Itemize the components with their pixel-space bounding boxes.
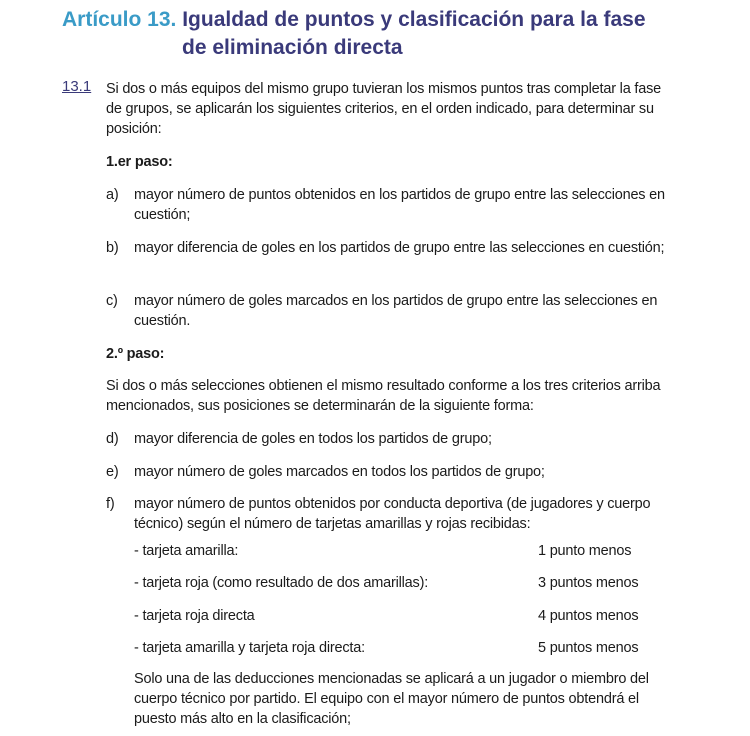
card-row bbox=[134, 606, 654, 626]
article-title-line1: Igualdad de puntos y clasificación para la fase bbox=[182, 8, 646, 31]
criterion-letter: e) bbox=[106, 464, 119, 480]
criterion-letter: d) bbox=[106, 431, 119, 447]
criterion-text: mayor número de puntos obtenidos en los partidos de grupo entre las selecciones en cuestión; bbox=[134, 187, 665, 223]
card-label: - tarjeta amarilla: bbox=[134, 543, 239, 559]
card-penalty: 1 punto menos bbox=[538, 543, 632, 559]
criterion-text: mayor diferencia de goles en los partidos de grupo entre las selecciones en cuestión; bbox=[134, 240, 665, 256]
criterion-c bbox=[106, 291, 666, 331]
article-title-line2: de eliminación directa bbox=[182, 36, 403, 59]
section-number: 13.1 bbox=[62, 78, 92, 95]
card-penalty: 4 puntos menos bbox=[538, 608, 639, 624]
criterion-text: mayor diferencia de goles en todos los partidos de grupo; bbox=[134, 431, 492, 447]
card-label: - tarjeta roja directa bbox=[134, 608, 255, 624]
criterion-text: mayor número de puntos obtenidos por conducta deportiva (de jugadores y cuerpo técnico) según el número de tarjetas amarillas y rojas recibidas: bbox=[134, 496, 651, 532]
criterion-text: mayor número de goles marcados en todos los partidos de grupo; bbox=[134, 464, 545, 480]
criterion-b bbox=[106, 238, 666, 258]
card-penalty: 3 puntos menos bbox=[538, 575, 639, 591]
card-row bbox=[134, 573, 654, 593]
step2-heading: 2.º paso: bbox=[106, 346, 165, 362]
step1-heading: 1.er paso: bbox=[106, 154, 173, 170]
criterion-f bbox=[106, 494, 666, 534]
section-intro: Si dos o más equipos del mismo grupo tuvieran los mismos puntos tras completar la fase de grupos, se aplicarán los siguientes criterios, en el orden indicado, para determinar su posición: bbox=[106, 81, 662, 137]
step2-intro: Si dos o más selecciones obtienen el mismo resultado conforme a los tres criterios arriba mencionados, sus posiciones se determinarán de la siguiente forma: bbox=[106, 378, 661, 414]
criterion-letter: f) bbox=[106, 496, 115, 512]
card-row bbox=[134, 638, 654, 658]
criterion-letter: c) bbox=[106, 293, 118, 309]
criterion-e bbox=[106, 462, 666, 482]
criterion-letter: b) bbox=[106, 240, 119, 256]
criterion-letter: a) bbox=[106, 187, 119, 203]
criterion-d bbox=[106, 429, 666, 449]
criterion-a bbox=[106, 185, 666, 225]
closing-paragraph: Solo una de las deducciones mencionadas se aplicará a un jugador o miembro del cuerpo técnico por partido. El equipo con el mayor número de puntos obtendrá el puesto más alto en la clasificación; bbox=[134, 671, 649, 727]
card-row bbox=[134, 541, 654, 561]
card-label: - tarjeta roja (como resultado de dos amarillas): bbox=[134, 575, 429, 591]
card-label: - tarjeta amarilla y tarjeta roja directa: bbox=[134, 640, 365, 656]
card-penalty: 5 puntos menos bbox=[538, 640, 639, 656]
article-label: Artículo 13. bbox=[62, 8, 177, 31]
article-title bbox=[62, 6, 702, 62]
criterion-text: mayor número de goles marcados en los partidos de grupo entre las selecciones en cuestión. bbox=[134, 293, 658, 329]
